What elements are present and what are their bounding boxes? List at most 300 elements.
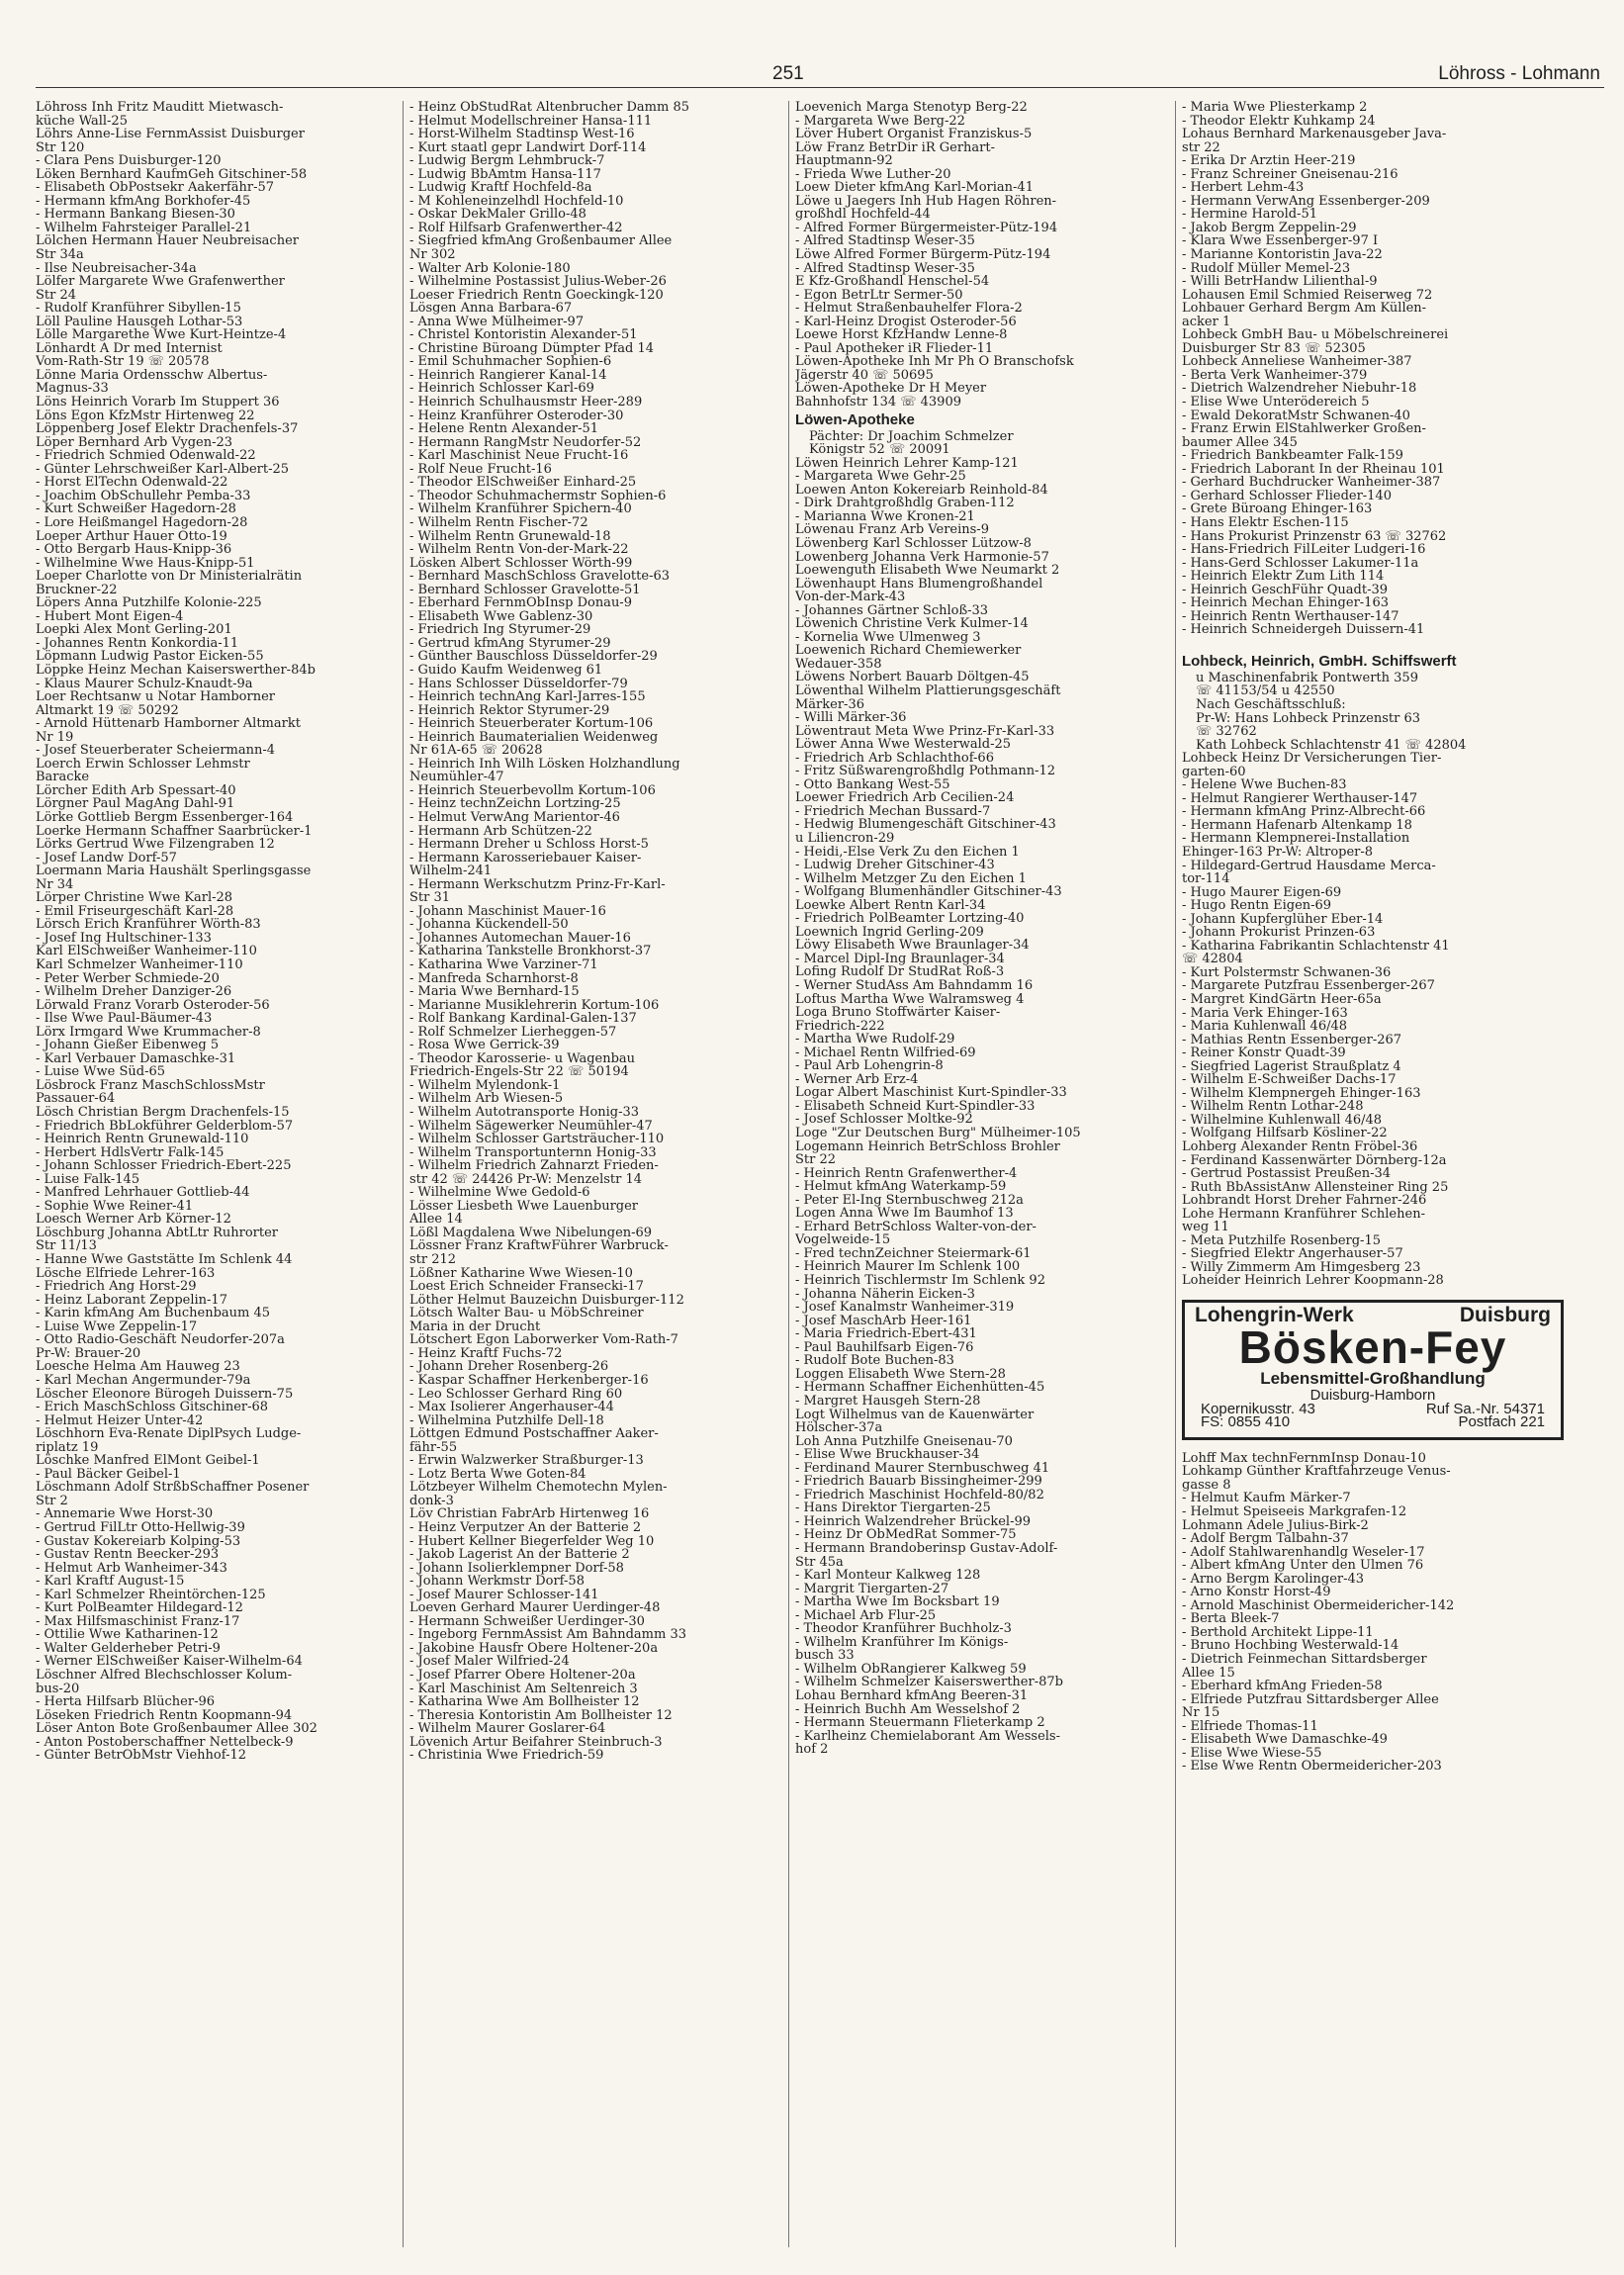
directory-entry: - Hermann Hafenarb Altenkamp 18 [1182,818,1412,833]
directory-entry: hof 2 [795,1743,829,1757]
directory-entry: - Meta Putzhilfe Rosenberg-15 [1182,1233,1381,1248]
directory-entry: - Manfred Lehrhauer Gottlieb-44 [36,1186,250,1200]
directory-entry: - Helmut Speiseeis Markgrafen-12 [1182,1504,1407,1519]
directory-entry: - Ferdinand Kassenwärter Dörnberg-12a [1182,1153,1447,1168]
directory-entry: - Wilhelm Mylendonk-1 [409,1078,561,1093]
entry-list [795,101,1171,410]
column-divider [788,101,789,2247]
directory-entry: - Wilhelm Rentn Grunewald-18 [409,529,611,544]
shipyard-line: u Maschinenfabrik Pontwerth 359 [1196,670,1418,685]
directory-entry: - Wilhelm Rentn Von-der-Mark-22 [409,543,629,557]
directory-entry: - Johanna Kückendell-50 [409,918,569,932]
directory-entry: - Heinrich Steuerberater Kortum-106 [409,717,654,731]
advertisement-box [1182,1300,1564,1440]
directory-entry: Lofing Rudolf Dr StudRat Roß-3 [795,965,1005,979]
directory-entry: - Heinrich Rentn Grafenwerther-4 [795,1166,1018,1181]
directory-entry: - Heinz technZeichn Lortzing-25 [409,797,621,811]
directory-entry: busch 33 [795,1649,855,1663]
ad-city: Duisburg-Hamborn [1309,1387,1436,1405]
directory-entry: - Erika Dr Ärztin Heer-219 [1182,154,1356,168]
directory-entry: - Wilhelm Schmelzer Kaiserswerther-87b [795,1676,1063,1689]
directory-entry: Lohbeck Heinz Dr Versicherungen Tier- [1182,752,1442,766]
directory-entry: - Franz Erwin ElStahlwerker Großen- [1182,422,1426,436]
directory-entry: - Josef Maurer Schlosser-141 [409,1588,599,1602]
directory-entry: - Johann Kupferglüher Eber-14 [1182,912,1384,927]
shipyard-lines [1182,672,1578,752]
directory-entry: - Lotz Berta Wwe Goten-84 [409,1467,586,1482]
directory-entry: - Peter Werber Schmiede-20 [36,971,220,986]
directory-entry: - Arnold Maschinist Obermeidericher-142 [1182,1598,1455,1613]
directory-entry: - Arno Bergm Karolinger-43 [1182,1572,1365,1587]
directory-entry: Str 45a [795,1555,844,1570]
directory-entry: - Heinrich GeschFühr Quadt-39 [1182,583,1389,597]
directory-entry: - Karl Maschinist Am Seltenreich 3 [409,1682,638,1696]
directory-entry: - Kaspar Schaffner Herkenberger-16 [409,1373,649,1388]
directory-entry: Löns Egon KfzMstr Hirtenweg 22 [36,409,255,423]
directory-entry: - Friedrich Bauarb Bissingheimer-299 [795,1475,1042,1489]
directory-entry: Lötsch Walter Bau- u MöbSchreiner [409,1307,644,1320]
directory-entry: - Heinrich Rentn Grunewald-110 [36,1133,249,1146]
directory-entry: Loer Rechtsanw u Notar Hamborner [36,690,275,704]
directory-entry: - Hermann Brandoberinsp Gustav-Adolf- [795,1541,1058,1556]
directory-entry: - Johann Isolierklempner Dorf-58 [409,1561,624,1576]
directory-entry: Löppke Heinz Mechan Kaiserswerther-84b [36,663,316,678]
directory-entry: - Anna Wwe Mülheimer-97 [409,315,585,329]
entry-list [36,101,411,1763]
directory-entry: Magnus-33 [36,382,109,397]
directory-entry: Loerke Hermann Schaffner Saarbrücker-1 [36,824,313,839]
directory-entry: Karl Schmelzer Wanheimer-110 [36,958,243,972]
directory-entry: - Johannes Automechan Mauer-16 [409,931,631,946]
entry-list [1182,101,1578,637]
shipyard-line: Nach Geschäftsschluß: [1196,696,1346,712]
directory-entry: - Hugo Rentn Eigen-69 [1182,899,1332,913]
directory-entry: Von-der-Mark-43 [795,591,906,604]
directory-entry: - Christine Büroang Dümpter Pfad 14 [409,341,655,356]
directory-entry: - Heinrich Schulhausmstr Heer-289 [409,396,643,410]
directory-entry: Lohbrandt Horst Dreher Fahrner-246 [1182,1194,1427,1208]
directory-entry: Loewenguth Elisabeth Wwe Neumarkt 2 [795,564,1060,578]
directory-entry: Lövenich Artur Beifahrer Steinbruch-3 [409,1735,663,1750]
directory-entry: - Helmut VerwAng Marientor-46 [409,810,620,825]
directory-entry: - Adolf Stahlwarenhandlg Weseler-17 [1182,1545,1425,1560]
directory-entry: - Friedrich Mechan Bussard-7 [795,804,991,819]
column-3 [795,101,1171,1757]
directory-entry: Str 24 [36,288,77,303]
directory-entry: - Frieda Wwe Luther-20 [795,167,951,182]
directory-entry: - Otto Bankang West-55 [795,777,950,792]
directory-entry: Jägerstr 40 ☏ 50695 [795,368,934,383]
column-2 [409,101,785,1763]
entry-list [409,101,785,1763]
directory-entry: Löwenhaupt Hans Blumengroßhandel [795,577,1043,592]
directory-entry: - Rudolf Kranführer Sibyllen-15 [36,302,241,316]
directory-entry: - Helene Wwe Buchen-83 [1182,778,1347,792]
directory-entry: - Josef Ing Hultschiner-133 [36,931,212,946]
directory-entry: - Johann Werkmstr Dorf-58 [409,1575,585,1589]
directory-entry: Ehinger-163 Pr-W: Altroper-8 [1182,845,1374,860]
directory-entry: - Clara Pens Duisburger-120 [36,154,222,168]
directory-entry: - Helmut Kaufm Märker-7 [1182,1492,1351,1505]
directory-entry: - Egon BetrLtr Sermer-50 [795,288,963,303]
directory-entry: Lohbeck Anneliese Wanheimer-387 [1182,355,1412,369]
directory-entry: Löwe u Jaegers Inh Hub Hagen Röhren- [795,194,1057,209]
directory-entry: - Wilhelm Schlosser Gartsträucher-110 [409,1133,665,1146]
directory-entry: Löw Franz BetrDir iR Gerhart- [795,140,995,155]
directory-entry: - Wilhelm Friedrich Zahnarzt Frieden- [409,1159,659,1173]
directory-entry: - Wilhelm ObRangierer Kalkweg 59 [795,1662,1027,1677]
directory-entry: - Wilhelm Arb Wiesen-5 [409,1092,564,1107]
directory-entry: - Bernhard Schlosser Gravelotte-51 [409,583,641,597]
directory-entry: - Heinrich Walzendreher Brückel-99 [795,1514,1032,1529]
directory-entry: Str 2 [36,1494,68,1508]
directory-entry: - Joachim ObSchullehr Pemba-33 [36,489,251,503]
directory-entry: - Dietrich Walzendreher Niebuhr-18 [1182,382,1417,397]
directory-entry: - Otto Bergarb Haus-Knipp-36 [36,543,232,557]
directory-entry: - Anton Postoberschaffner Nettelbeck-9 [36,1735,294,1750]
directory-entry: Altmarkt 19 ☏ 50292 [36,703,179,718]
directory-entry: - Heinrich Baumaterialien Weidenweg [409,730,659,745]
pharmacy-address: Königstr 52 ☏ 20091 [809,442,950,458]
directory-entry: - Herbert HdlsVertr Falk-145 [36,1145,225,1160]
directory-entry: - Heinrich Elektr Zum Lith 114 [1182,570,1385,584]
directory-entry: Lönne Maria Ordensschw Albertus- [36,368,268,383]
directory-entry: - Friedrich Arb Schlachthof-66 [795,751,994,766]
directory-entry: garten-60 [1182,765,1246,779]
directory-entry: - Karl Verbauer Damaschke-31 [36,1051,236,1066]
directory-entry: - Walter Arb Kolonie-180 [409,261,571,276]
directory-entry: - Grete Büroang Ehinger-163 [1182,502,1373,516]
directory-entry: - Berta Verk Wanheimer-379 [1182,368,1368,383]
directory-entry: - Siegfried Lagerist Straußplatz 4 [1182,1059,1401,1074]
directory-entry: donk-3 [409,1494,454,1508]
directory-entry: - Paul Bauhilfsarb Eigen-76 [795,1340,974,1355]
directory-entry: - Günter Lehrschweißer Karl-Albert-25 [36,462,290,477]
directory-entry: Lößner Katharine Wwe Wiesen-10 [409,1266,633,1281]
directory-entry: - Wilhelm Transportunternn Honig-33 [409,1145,657,1160]
directory-entry: - Karl Kraftf August-15 [36,1575,185,1589]
directory-entry: Loeven Gerhard Maurer Uerdinger-48 [409,1601,661,1615]
directory-entry: - Jakobine Hausfr Obere Holtener-20a [409,1641,659,1656]
directory-entry: - Hermann kfmAng Prinz-Albrecht-66 [1182,805,1426,819]
page-number: 251 [772,63,804,84]
directory-entry: Lösche Elfriede Lehrer-163 [36,1266,216,1281]
directory-entry: Nr 15 [1182,1706,1220,1720]
directory-entry: Löll Pauline Hausgeh Lothar-53 [36,315,243,329]
directory-entry: - Wilhelm Fahrsteiger Parallel-21 [36,221,252,235]
directory-entry: - Heinrich Inh Wilh Lösken Holzhandlung [409,757,680,772]
directory-entry: - Theodor ElSchweißer Einhard-25 [409,476,637,490]
directory-entry: - Hermann Arb Schützen-22 [409,824,592,839]
directory-entry: Nr 61A-65 ☏ 20628 [409,744,543,758]
directory-entry: Nr 19 [36,730,74,745]
directory-entry: Pr-W: Brauer-20 [36,1346,141,1361]
entry-list [795,457,1171,1757]
directory-entry: - Margrit Tiergarten-27 [795,1582,949,1596]
directory-entry: - Heinrich Rangierer Kanal-14 [409,368,607,383]
directory-entry: - Kurt staatl gepr Landwirt Dorf-114 [409,140,647,155]
directory-entry: - Elise Wwe Unterödereich 5 [1182,396,1370,410]
directory-entry: Str 22 [795,1153,837,1167]
directory-entry: - Heinz Laborant Zeppelin-17 [36,1293,227,1308]
directory-entry: - Heinrich Tischlermstr Im Schlenk 92 [795,1274,1045,1288]
directory-entry: - Josef Steuerberater Scheiermann-4 [36,744,276,758]
directory-entry: - Karlheinz Chemielaborant Am Wessels- [795,1729,1060,1744]
directory-entry: - Gerhard Buchdrucker Wanheimer-387 [1182,476,1441,490]
directory-entry: Löpers Anna Putzhilfe Kolonie-225 [36,596,262,610]
directory-entry: - Hedwig Blumengeschäft Gitschiner-43 [795,818,1056,832]
directory-entry: Lörsch Erich Kranführer Wörth-83 [36,918,261,932]
directory-entry: - Eberhard kfmAng Frieden-58 [1182,1680,1383,1693]
directory-entry: Löseken Friedrich Rentn Koopmann-94 [36,1708,293,1723]
directory-entry: - Eberhard FernmObInsp Donau-9 [409,596,632,610]
directory-entry: - Elfriede Putzfrau Sittardsberger Allee [1182,1692,1439,1707]
directory-entry: Lölle Margarethe Wwe Kurt-Heintze-4 [36,328,287,342]
directory-entry: - Hermine Harold-51 [1182,208,1317,222]
directory-entry: - Johannes Rentn Konkordia-11 [36,636,239,651]
running-head: Löhross - Lohmann [1438,63,1600,84]
directory-entry: - Theresia Kontoristin Am Bollheister 12 [409,1708,673,1723]
directory-entry: Loewenich Richard Chemiewerker [795,644,1022,658]
directory-entry: - Rudolf Bote Buchen-83 [795,1354,954,1368]
directory-entry: - Johann Maschinist Mauer-16 [409,904,606,919]
directory-entry: Loewen Anton Kokereiarb Reinhold-84 [795,483,1048,498]
directory-entry: - Hildegard-Gertrud Hausdame Merca- [1182,859,1436,873]
directory-entry: - Paul Apotheker iR Flieder-11 [795,341,994,356]
directory-entry: - Fritz Süßwarengroßhdlg Pothmann-12 [795,765,1055,778]
directory-entry: Löken Bernhard KaufmGeh Gitschiner-58 [36,167,308,182]
directory-entry: tor-114 [1182,872,1230,886]
directory-entry: - Alfred Stadtinsp Weser-35 [795,261,975,276]
directory-entry: - Theodor Kranführer Buchholz-3 [795,1622,1012,1636]
directory-entry: Hölscher-37a [795,1421,883,1435]
column-1 [36,101,411,1763]
ad-phone: Ruf Sa.-Nr. 54371 [1425,1400,1545,1417]
directory-entry: - Theodor Schuhmachermstr Sophien-6 [409,489,667,503]
directory-entry: - Paul Arb Lohengrin-8 [795,1059,944,1073]
ad-fs: FS: 0855 410 [1201,1413,1291,1431]
directory-entry: - Karl-Heinz Drogist Osteroder-56 [795,315,1017,329]
directory-entry: Str 11/13 [36,1239,97,1254]
directory-entry: - Sophie Wwe Reiner-41 [36,1199,194,1214]
directory-entry: - Johann Schlosser Friedrich-Ebert-225 [36,1159,292,1173]
directory-entry: Löpmann Ludwig Pastor Eicken-55 [36,650,264,664]
directory-entry: Lohaus Bernhard Markenausgeber Java- [1182,128,1447,141]
directory-entry: - Martha Wwe Rudolf-29 [795,1033,955,1046]
directory-entry: - Hubert Kellner Biegerfelder Weg 10 [409,1534,655,1549]
directory-entry: Friedrich-222 [795,1019,885,1034]
directory-entry: Bruckner-22 [36,583,118,597]
directory-entry: Loh Anna Putzhilfe Gneisenau-70 [795,1434,1013,1449]
column-divider [1175,101,1176,2247]
directory-entry: - Hermann Dreher u Schloss Horst-5 [409,838,649,852]
directory-entry: - Willy Zimmerm Am Himgesberg 23 [1182,1260,1421,1275]
directory-entry: - Kornelia Wwe Ulmenweg 3 [795,630,981,645]
directory-entry: - Herbert Lehm-43 [1182,181,1305,195]
directory-entry: - Heinz Kranführer Osteroder-30 [409,409,624,423]
directory-entry: - Arno Konstr Horst-49 [1182,1586,1331,1599]
directory-entry: - Wilhelm Autotransporte Honig-33 [409,1106,640,1120]
directory-entry: - Max Isolierer Angerhauser-44 [409,1401,614,1414]
directory-entry: - Heinz ObStudRat Altenbrucher Damm 85 [409,101,690,115]
directory-entry: - Wilhelm Klempnergeh Ehinger-163 [1182,1086,1421,1101]
directory-entry: Loevenich Marga Stenotyp Berg-22 [795,101,1028,115]
directory-entry: Löhross Inh Fritz Mauditt Mietwasch- [36,101,284,115]
directory-entry: - Wilhelm Rentn Lothar-248 [1182,1100,1364,1114]
directory-entry: - Hubert Mont Eigen-4 [36,609,184,624]
directory-entry: - Ingeborg FernmAssist Am Bahndamm 33 [409,1628,686,1642]
directory-entry: - Gertrud Postassist Preußen-34 [1182,1167,1392,1181]
directory-entry: - Jakob Lagerist An der Batterie 2 [409,1548,630,1562]
directory-entry: Str 34a [36,248,84,262]
directory-entry: Loesche Helma Am Hauweg 23 [36,1360,240,1374]
directory-entry: Logemann Heinrich BetrSchloss Brohler [795,1139,1060,1154]
directory-entry: Lössner Franz KraftwFührer Warbruck- [409,1239,669,1254]
directory-entry: - Otto Radio-Geschäft Neudorfer-207a [36,1333,285,1347]
directory-entry: str 22 [1182,140,1220,155]
directory-entry: Vogelweide-15 [795,1233,891,1247]
directory-entry: Lötschert Egon Laborwerker Vom-Rath-7 [409,1333,678,1347]
directory-entry: Löscher Eleonore Bürogeh Duissern-75 [36,1387,294,1402]
directory-entry: Loepki Alex Mont Gerling-201 [36,623,232,637]
directory-entry: Logar Albert Maschinist Kurt-Spindler-33 [795,1086,1067,1100]
directory-entry: großhdl Hochfeld-44 [795,208,931,222]
directory-entry: - Margarete Putzfrau Essenberger-267 [1182,979,1435,993]
directory-entry: - Hermann RangMstr Neudorfer-52 [409,435,642,450]
directory-entry: Lösser Liesbeth Wwe Lauenburger [409,1199,639,1214]
directory-entry: - Werner Arb Erz-4 [795,1072,919,1087]
directory-entry: Löwenberg Karl Schlosser Lützow-8 [795,536,1032,551]
directory-entry: - Friedrich Bankbeamter Falk-159 [1182,449,1403,463]
directory-entry: - Elisabeth Wwe Gablenz-30 [409,609,593,624]
directory-entry: Löper Bernhard Arb Vygen-23 [36,435,233,450]
ad-city-top: Duisburg [1459,1304,1551,1327]
directory-entry: Karl ElSchweißer Wanheimer-110 [36,945,257,958]
directory-entry: Löwe Alfred Former Bürgerm-Pütz-194 [795,248,1051,262]
directory-entry: - Hans Direktor Tiergarten-25 [795,1502,991,1515]
directory-entry: - Friedrich Schmied Odenwald-22 [36,449,256,463]
pharmacy-owner: Pächter: Dr Joachim Schmelzer [809,428,1014,444]
directory-entry: Lörwald Franz Vorarb Osteroder-56 [36,998,270,1013]
directory-entry: - Karl Monteur Kalkweg 128 [795,1569,981,1583]
directory-entry: Märker-36 [795,697,864,712]
directory-entry: Löwentraut Meta Wwe Prinz-Fr-Karl-33 [795,724,1055,739]
directory-entry: Loggen Elisabeth Wwe Stern-28 [795,1367,1006,1382]
directory-entry: - Josef Kanalmstr Wanheimer-319 [795,1301,1015,1315]
directory-entry: - Gustav Rentn Beecker-293 [36,1548,220,1562]
directory-entry: - Katharina Fabrikantin Schlachtenstr 41 [1182,939,1450,954]
directory-entry: Bahnhofstr 134 ☏ 43909 [795,396,961,410]
directory-entry: - Kurt PolBeamter Hildegard-12 [36,1601,243,1615]
directory-entry: - Hermann Schweißer Uerdinger-30 [409,1614,645,1629]
directory-entry: Baracke [36,771,90,784]
directory-entry: Loge "Zur Deutschen Burg" Mülheimer-105 [795,1127,1081,1140]
directory-entry: Allee 14 [409,1213,463,1227]
directory-entry: Löther Helmut Bauzeichn Duisburger-112 [409,1293,684,1308]
directory-entry: - Kurt Polstermstr Schwanen-36 [1182,965,1392,980]
directory-entry: Friedrich-Engels-Str 22 ☏ 50194 [409,1065,629,1079]
directory-entry: - Margret Hausgeh Stern-28 [795,1394,981,1409]
directory-entry: E Kfz-Großhandl Henschel-54 [795,275,990,289]
directory-entry: - Klaus Maurer Schulz-Knaudt-9a [36,677,253,691]
directory-entry: Allee 15 [1182,1666,1235,1681]
directory-entry: acker 1 [1182,315,1231,329]
directory-entry: - Ewald DekoratMstr Schwanen-40 [1182,409,1410,423]
directory-entry: Lohbeck GmbH Bau- u Möbelschreinerei [1182,328,1449,342]
directory-entry: - Rolf Neue Frucht-16 [409,462,552,477]
directory-entry: Lösch Christian Bergm Drachenfels-15 [36,1106,290,1120]
directory-entry: - Kurt Schweißer Hagedorn-28 [36,502,236,516]
directory-entry: riplatz 19 [36,1440,99,1455]
directory-entry: Loest Erich Schneider Fransecki-17 [409,1280,644,1294]
shipyard-heading: Lohbeck, Heinrich, GmbH. Schiffswerft [1182,652,1457,670]
directory-entry: Löwen Heinrich Lehrer Kamp-121 [795,456,1019,471]
directory-entry: Loewke Albert Rentn Karl-34 [795,898,986,913]
shipyard-line: ☏ 41153/54 u 42550 [1196,683,1335,699]
directory-entry: - Wilhelmine Wwe Gedold-6 [409,1186,590,1200]
directory-entry: - Heinrich Buchh Am Wesselshof 2 [795,1702,1021,1717]
directory-entry: - Walter Gelderheber Petri-9 [36,1641,221,1656]
directory-entry: - Ilse Wwe Paul-Bäumer-43 [36,1012,213,1026]
directory-entry: - Marianne Kontoristin Java-22 [1182,248,1383,262]
directory-entry: baumer Allee 345 [1182,435,1298,450]
directory-entry: - Bruno Hochbing Westerwald-14 [1182,1639,1399,1653]
directory-entry: - Hermann Werkschutzm Prinz-Fr-Karl- [409,877,666,892]
directory-entry: - Heinrich Rektor Styrumer-29 [409,703,610,718]
directory-entry: - Karl Maschinist Neue Frucht-16 [409,449,629,463]
directory-entry: Str 120 [36,140,85,155]
shipyard-line: Kath Lohbeck Schlachtenstr 41 ☏ 42804 [1196,737,1467,753]
directory-entry: - Manfreda Scharnhorst-8 [409,971,579,986]
directory-entry: - Hermann Schaffner Eichenhütten-45 [795,1381,1045,1395]
directory-entry: - M Kohleneinzelhdl Hochfeld-10 [409,194,624,209]
directory-entry: Lohausen Emil Schmied Reiserweg 72 [1182,288,1433,303]
directory-entry: - Martha Wwe Im Bocksbart 19 [795,1595,1000,1609]
directory-entry: - Wilhelm E-Schweißer Dachs-17 [1182,1073,1397,1087]
directory-entry: - Heinrich Rentn Werthauser-147 [1182,609,1399,624]
directory-entry: - Wolfgang Hilfsarb Kösliner-22 [1182,1127,1388,1141]
directory-entry: - Rolf Schmelzer Lierheggen-57 [409,1025,617,1040]
directory-entry: - Heinrich Schlosser Karl-69 [409,382,594,397]
directory-entry: Lörks Gertrud Wwe Filzengraben 12 [36,838,275,852]
directory-entry: Löschhorn Eva-Renate DiplPsych Ludge- [36,1427,302,1441]
directory-entry: - Josef Schlosser Moltke-92 [795,1113,973,1128]
directory-entry: - Maria Verk Ehinger-163 [1182,1006,1348,1021]
directory-entry: - Marianna Wwe Kronen-21 [795,509,975,524]
directory-entry: - Werner ElSchweißer Kaiser-Wilhelm-64 [36,1655,303,1669]
directory-entry: - Heinrich technAng Karl-Jarres-155 [409,690,646,704]
directory-entry: - Hans Schlosser Düsseldorfer-79 [409,677,628,691]
directory-entry: - Horst ElTechn Odenwald-22 [36,476,228,490]
directory-entry: - Ludwig BbAmtm Hansa-117 [409,167,601,182]
directory-entry: Lohbauer Gerhard Bergm Am Küllen- [1182,302,1427,316]
directory-entry: Str 31 [409,891,451,905]
directory-entry: Löser Anton Bote Großenbaumer Allee 302 [36,1722,317,1736]
directory-entry: Lörcher Edith Arb Spessart-40 [36,783,236,798]
directory-entry: - Helmut kfmAng Waterkamp-59 [795,1180,1007,1194]
directory-entry: - Wilhelmina Putzhilfe Dell-18 [409,1413,604,1428]
directory-entry: - Wilhelmine Kuhlenwall 46/48 [1182,1113,1383,1128]
directory-entry: Wilhelm-241 [409,864,493,878]
directory-entry: - Emil Friseurgeschäft Karl-28 [36,904,234,919]
directory-entry: Nr 302 [409,248,456,262]
directory-entry: - Alfred Former Bürgermeister-Pütz-194 [795,221,1058,235]
directory-entry: - Wilhelmine Postassist Julius-Weber-26 [409,275,667,289]
directory-entry: - Elisabeth Wwe Damaschke-49 [1182,1733,1388,1747]
directory-entry: Lölfer Margarete Wwe Grafenwerther [36,275,285,289]
directory-entry: - Hermann Karosseriebauer Kaiser- [409,851,642,865]
directory-entry: Neumühler-47 [409,771,504,784]
